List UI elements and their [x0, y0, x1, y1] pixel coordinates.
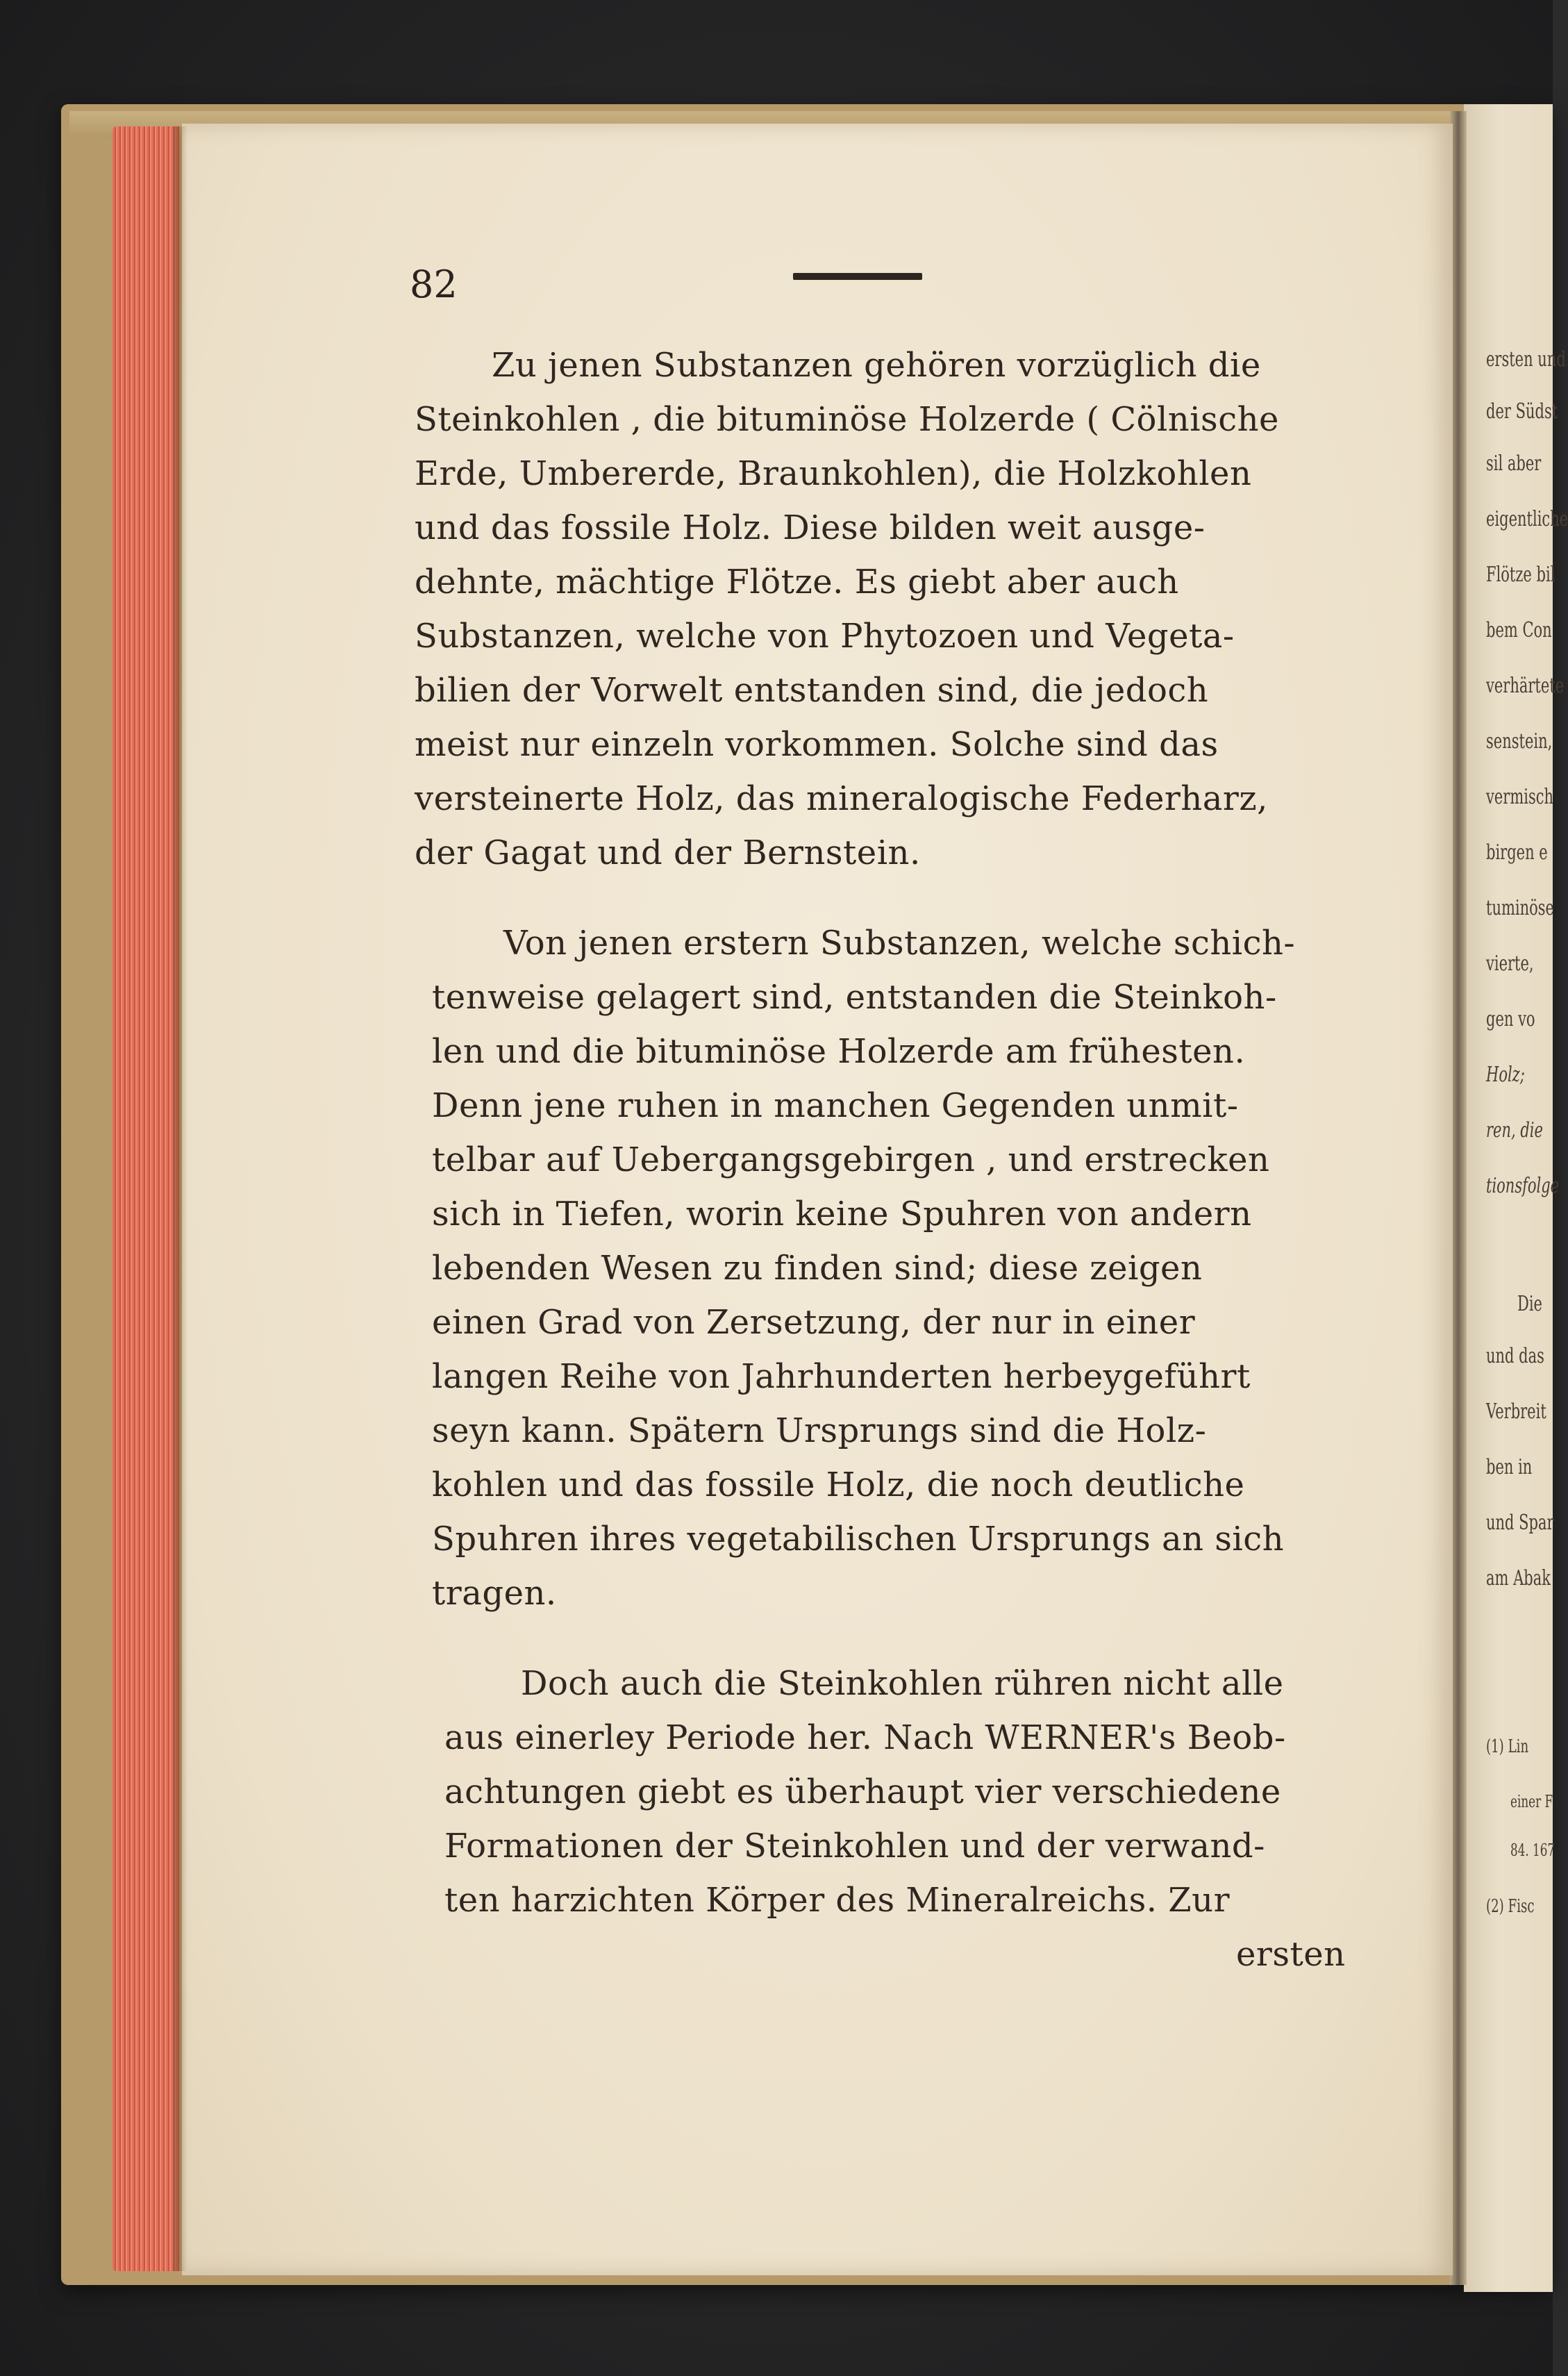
text-line: kohlen und das fossile Holz, die noch deutliche: [432, 1465, 1245, 1504]
text-line: aus einerley Periode her. Nach WERNER's Beob-: [444, 1718, 1286, 1757]
page-edge-shadow: [174, 126, 187, 2271]
facing-footnote: (1) Lin: [1486, 1736, 1529, 1757]
facing-line: Holz;: [1486, 1063, 1525, 1087]
text-line: ten harzichten Körper des Mineralreichs. Zur: [444, 1881, 1231, 1920]
red-page-edges: [112, 126, 179, 2271]
text-line: einen Grad von Zersetzung, der nur in einer: [432, 1303, 1196, 1342]
facing-line: tuminöse: [1486, 896, 1554, 920]
text-line: Doch auch die Steinkohlen rühren nicht alle: [521, 1664, 1284, 1703]
facing-line: und Spar: [1486, 1511, 1554, 1535]
text-line: tragen.: [432, 1574, 557, 1613]
text-line: langen Reihe von Jahrhunderten herbeygeführt: [432, 1357, 1251, 1396]
text-line: versteinerte Holz, das mineralogische Federharz,: [415, 779, 1268, 818]
facing-line: der Südst: [1486, 399, 1558, 424]
facing-line: bem Con: [1486, 618, 1552, 642]
facing-line: gen vo: [1486, 1007, 1535, 1031]
text-line: len und die bituminöse Holzerde am frühesten.: [432, 1032, 1246, 1071]
text-line: lebenden Wesen zu finden sind; diese zeigen: [432, 1249, 1203, 1288]
text-line: Erde, Umbererde, Braunkohlen), die Holzkohlen: [415, 454, 1252, 493]
text-line: meist nur einzeln vorkommen. Solche sind das: [415, 725, 1219, 764]
text-line: und das fossile Holz. Diese bilden weit ausge-: [415, 508, 1206, 547]
facing-line: Flötze bil: [1486, 563, 1556, 587]
facing-line: Die: [1517, 1292, 1542, 1316]
text-line: Steinkohlen , die bituminöse Holzerde ( Cölnische: [415, 400, 1279, 439]
facing-page: [1464, 104, 1556, 2292]
text-line: Von jenen erstern Substanzen, welche schich-: [503, 924, 1296, 963]
text-line: telbar auf Uebergangsgebirgen , und erstrecken: [432, 1140, 1270, 1179]
facing-footnote: (2) Fisc: [1486, 1896, 1535, 1917]
text-line: Spuhren ihres vegetabilischen Ursprungs an sich: [432, 1520, 1285, 1559]
text-line: der Gagat und der Bernstein.: [415, 833, 921, 872]
facing-line: birgen e: [1486, 840, 1548, 865]
facing-line: vierte,: [1486, 952, 1534, 976]
text-line: sich in Tiefen, worin keine Spuhren von andern: [432, 1195, 1252, 1233]
facing-line: am Abak: [1486, 1566, 1551, 1590]
facing-line: Verbreit: [1486, 1399, 1546, 1424]
facing-line: und das: [1486, 1344, 1544, 1368]
text-line: Denn jene ruhen in manchen Gegenden unmit-: [432, 1086, 1239, 1125]
catchword: ersten: [1236, 1935, 1346, 1974]
page-number: 82: [410, 263, 458, 306]
text-line: bilien der Vorwelt entstanden sind, die jedoch: [415, 671, 1209, 710]
facing-line: sil aber: [1486, 451, 1542, 476]
text-line: achtungen giebt es überhaupt vier verschiedene: [444, 1772, 1281, 1811]
facing-footnote: 84. 167: [1510, 1841, 1556, 1860]
header-rule: [793, 273, 922, 280]
facing-line: verhärtete: [1486, 674, 1565, 698]
facing-line: vermisch: [1486, 785, 1554, 809]
facing-line: tionsfolge: [1486, 1174, 1560, 1198]
text-line: dehnte, mächtige Flötze. Es giebt aber auch: [415, 563, 1179, 601]
text-line: Substanzen, welche von Phytozoen und Vegeta-: [415, 617, 1235, 656]
facing-line: ren, die: [1486, 1118, 1543, 1143]
text-line: Zu jenen Substanzen gehören vorzüglich die: [492, 346, 1261, 385]
facing-line: ben in: [1486, 1455, 1533, 1479]
text-line: tenweise gelagert sind, entstanden die Steinkoh-: [432, 978, 1277, 1017]
facing-line: ersten und: [1486, 347, 1566, 372]
text-line: Formationen der Steinkohlen und der verwand-: [444, 1827, 1265, 1866]
facing-footnote: einer F: [1510, 1792, 1553, 1811]
facing-line: senstein,: [1486, 729, 1553, 754]
text-line: seyn kann. Spätern Ursprungs sind die Holz-: [432, 1411, 1207, 1450]
facing-line: eigentliche: [1486, 507, 1568, 531]
